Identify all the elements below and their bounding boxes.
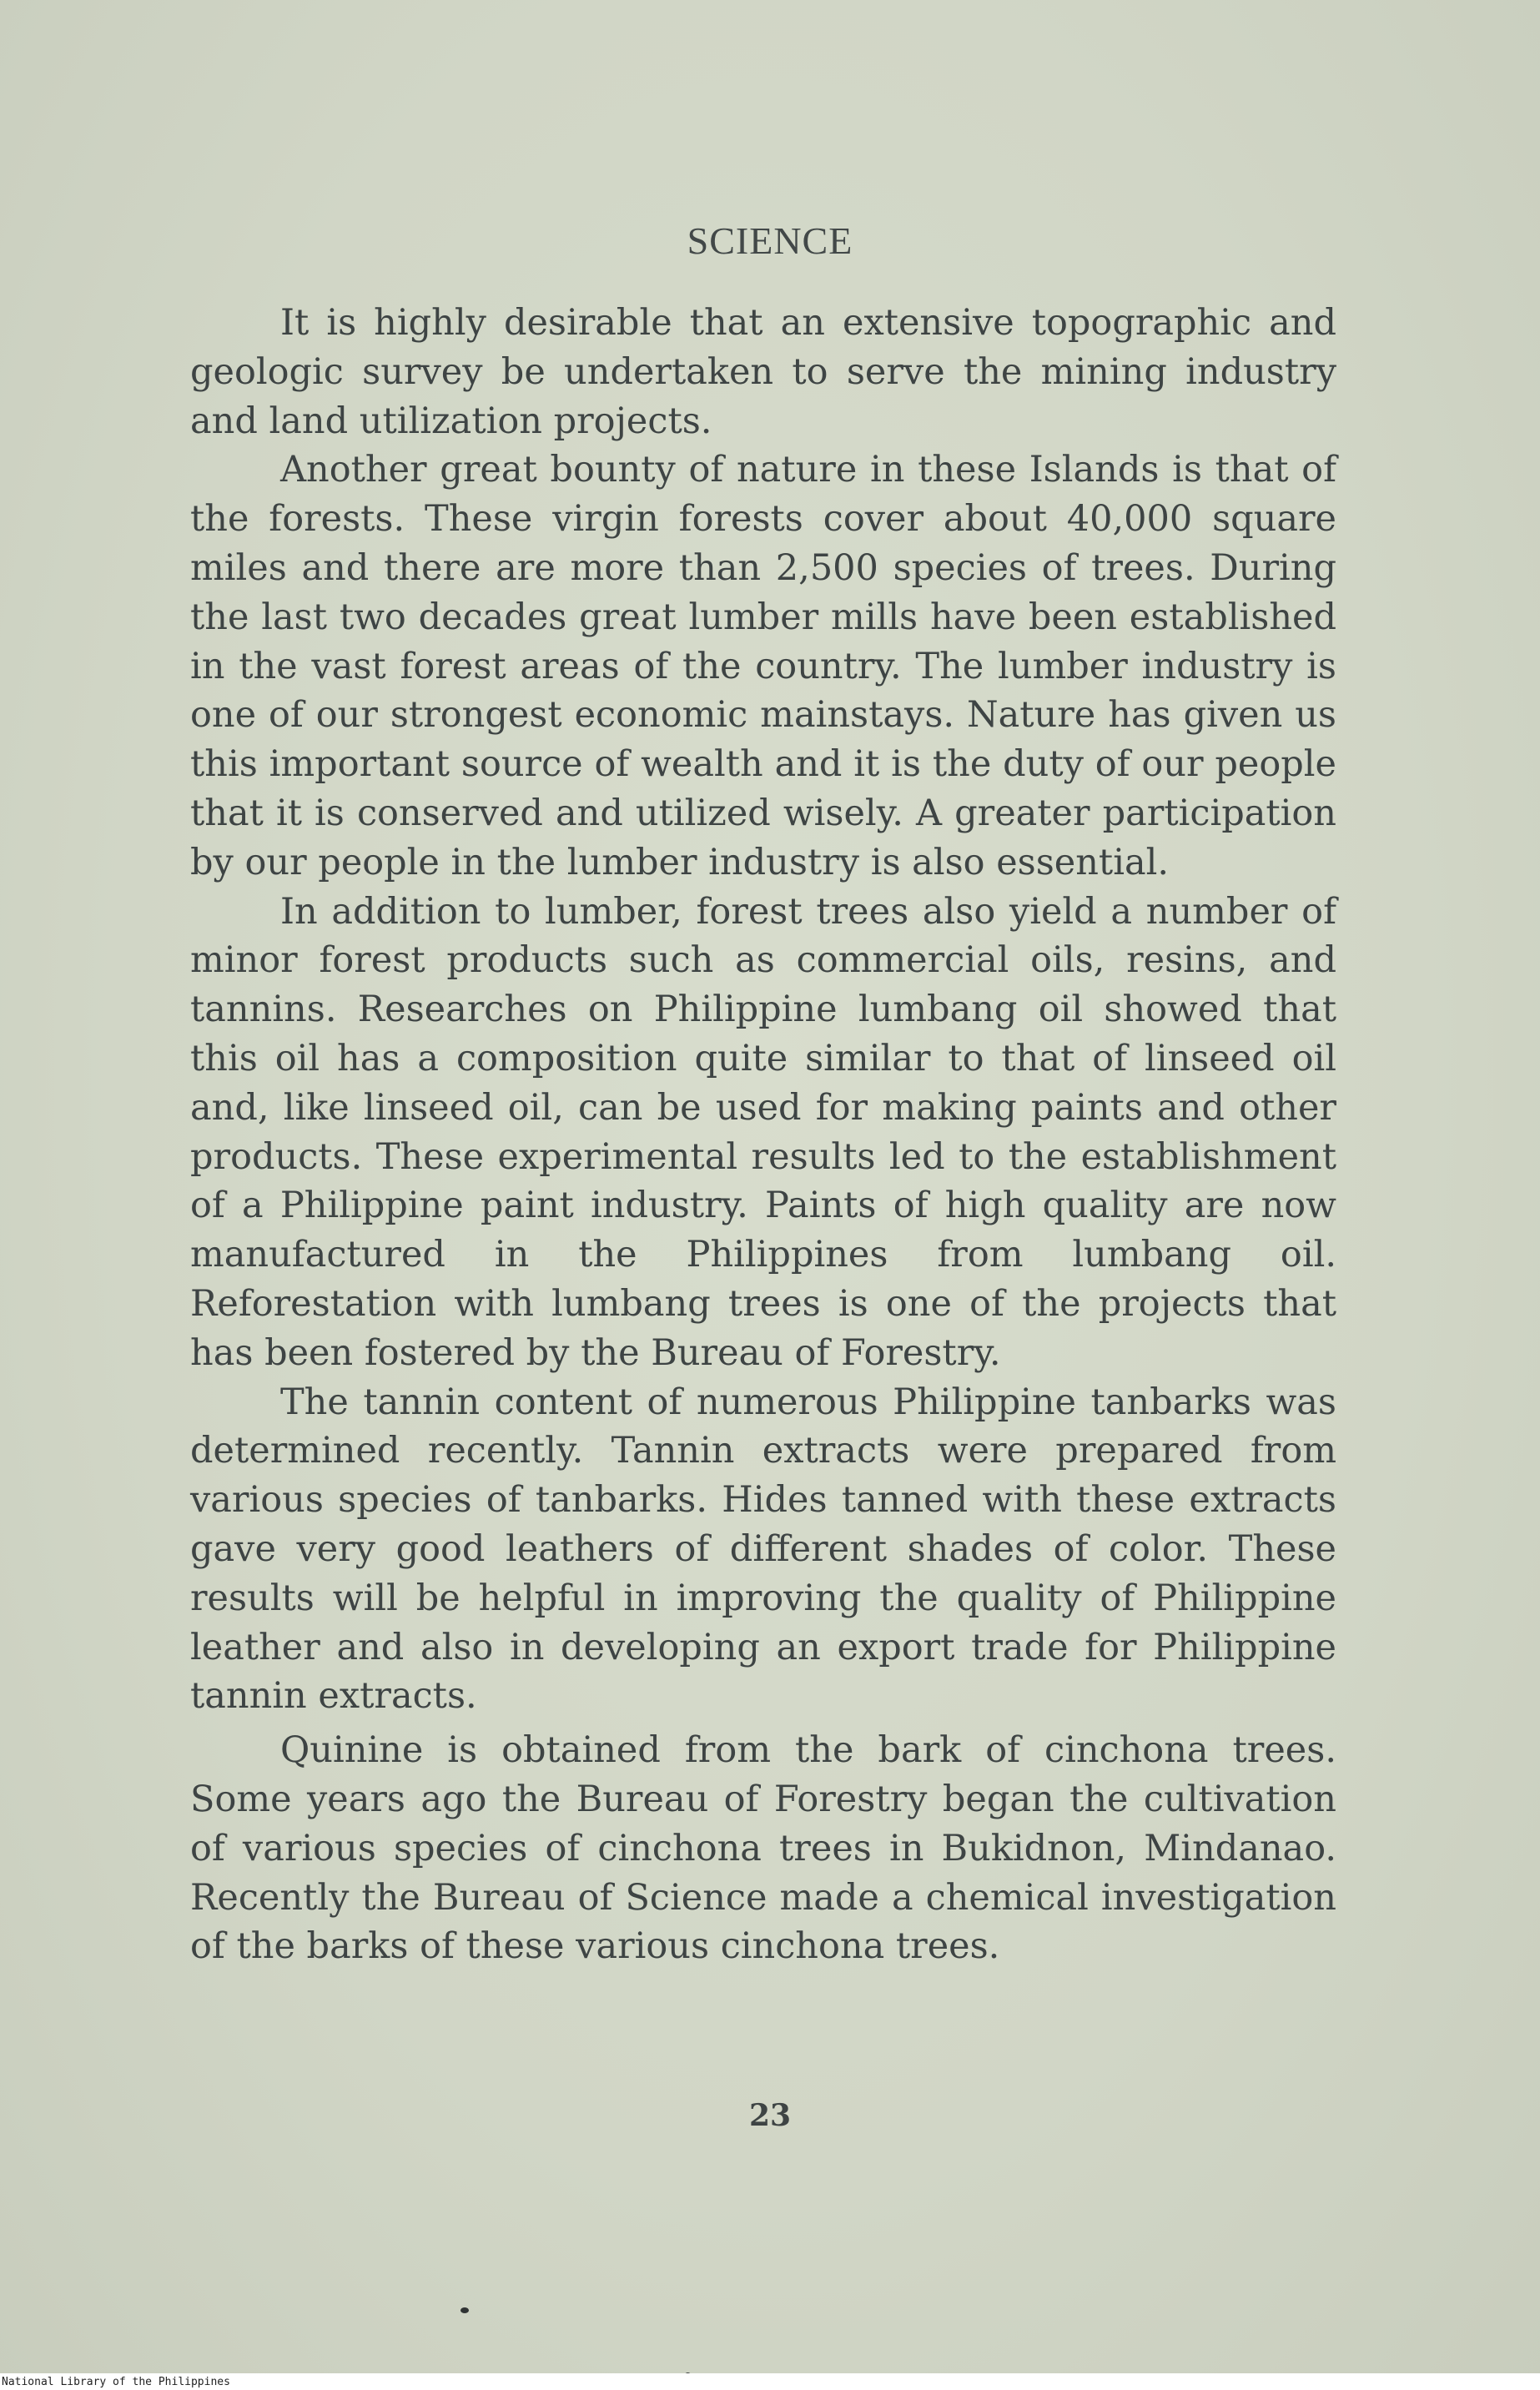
- paragraph-4: The tannin content of numerous Philippine tanbarks was determined recently. Tannin extracts were prepared from various species of tanbarks. Hides tanned with these extracts gave very good leathers of different shades of color. These results will be helpful in improving the quality of Philippine leather and also in developing an export trade for Philippine tannin extracts.: [190, 1381, 1336, 1718]
- paragraph-1: It is highly desirable that an extensive topographic and geologic survey be undertaken to serve the mining industry and land utilization projects.: [190, 302, 1336, 442]
- paragraph-2: Another great bounty of nature in these Islands is that of the forests. These virgin forests cover about 40,000 square miles and there are more than 2,500 species of trees. During the last two decades great lumber mills have been established in the vast forest areas of the country. The lumber industry is one of our strongest economic mainstays. Nature has given us this important source of wealth and it is the duty of our people that it is conserved and utilized wisely. A greater participation by our people in the lumber industry is also essential.: [190, 449, 1336, 883]
- paragraph-3: In addition to lumber, forest trees also yield a number of minor forest products such as commercial oils, resins, and tannins. Researches on Philippine lumbang oil showed that this oil has a composition quite similar to that of linseed oil and, like linseed oil, can be used for making paints and other products. These experimental results led to the establishment of a Philippine paint industry. Paints of high quality are now manufactured in the Philippines from lumbang oil. Reforestation with lumbang trees is one of the projects that has been fostered by the Bureau of Forestry.: [190, 890, 1336, 1374]
- section-heading: SCIENCE: [687, 219, 853, 262]
- body-text: [190, 299, 1336, 1971]
- footer-band: [0, 2373, 1540, 2390]
- footer-credit: National Library of the Philippines: [2, 2376, 230, 2388]
- page-number: 23: [748, 2098, 792, 2133]
- paragraph-5: Quinine is obtained from the bark of cinchona trees. Some years ago the Bureau of Forestry began the cultivation of various species of cinchona trees in Bukidnon, Mindanao. Recently the Bureau of Science made a chemical investigation of the barks of these various cinchona trees.: [190, 1729, 1336, 1968]
- ink-speck: [460, 2307, 469, 2313]
